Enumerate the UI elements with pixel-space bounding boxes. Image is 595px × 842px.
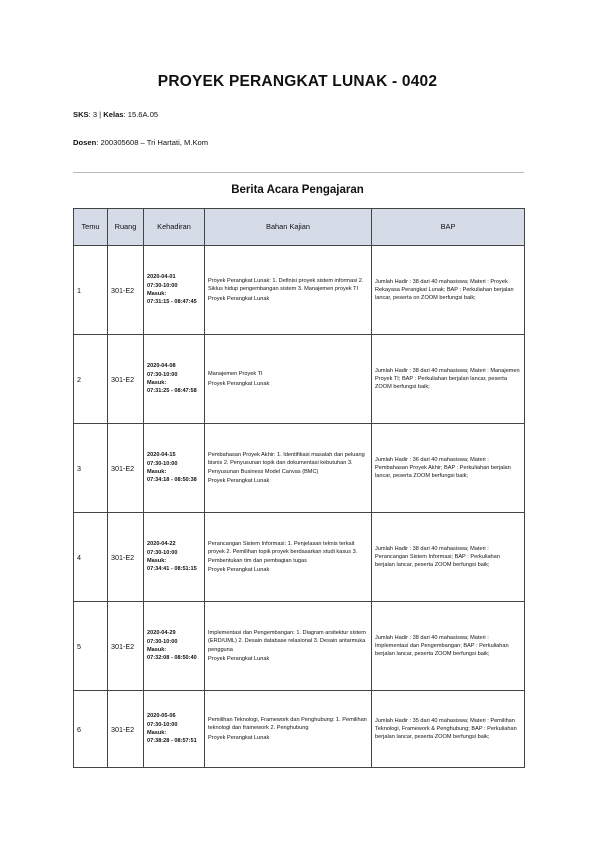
temu-cell: 3 xyxy=(74,424,108,513)
jam: 07:30-10:00 xyxy=(147,549,178,556)
bahan-course: Proyek Perangkat Lunak xyxy=(208,734,270,741)
tanggal: 2020-04-08 xyxy=(147,363,176,370)
masuk-time: 07:32:08 - 08:50:40 xyxy=(147,655,197,662)
sks-label: SKS xyxy=(73,110,89,119)
table-row xyxy=(74,335,525,424)
masuk-label: Masuk: xyxy=(147,469,167,475)
teaching-report-table xyxy=(73,208,525,768)
tanggal: 2020-04-15 xyxy=(147,452,176,459)
bahan-kajian-cell xyxy=(205,424,372,513)
masuk-label: Masuk: xyxy=(147,380,167,386)
column-header-bap: BAP xyxy=(372,209,525,246)
temu-cell: 2 xyxy=(74,335,108,424)
temu-cell: 1 xyxy=(74,246,108,335)
kelas-value: : 15.6A.05 xyxy=(123,110,159,119)
tanggal: 2020-05-06 xyxy=(147,713,176,720)
bahan-text: Implementasi dan Pengembangan: 1. Diagram arsitektur sistem (ERD/UML) 2. Desain database relasional 3. Desain antarmuka pengguna xyxy=(208,629,366,653)
jam: 07:30-10:00 xyxy=(147,460,178,467)
bahan-kajian-cell xyxy=(205,335,372,424)
masuk-time: 07:31:25 - 08:47:58 xyxy=(147,388,197,395)
bap-text: Jumlah Hadir : 35 dari 40 mahasiswa; Materi : Pemilihan Teknologi, Framework & Penghubung; BAP : Perkuliahan berjalan lancar, peserta ZOOM berfungsi baik; xyxy=(375,717,517,741)
dosen-value: : 200305608 – Tri Hartati, M.Kom xyxy=(96,138,209,147)
masuk-time: 07:34:18 - 08:50:38 xyxy=(147,477,197,484)
bahan-kajian-cell xyxy=(205,513,372,602)
bap-text: Jumlah Hadir : 36 dari 40 mahasiswa; Materi : Pembahasan Proyek Akhir; BAP : Perkuliahan berjalan lancar, peserta ZOOM berfungsi baik; xyxy=(375,456,511,480)
bap-text: Jumlah Hadir : 38 dari 40 mahasiswa; Materi : Manajemen Proyek TI; BAP : Perkuliahan berjalan lancar, peserta ZOOM berfungsi baik; xyxy=(375,367,520,391)
masuk-label: Masuk: xyxy=(147,291,167,297)
table-row xyxy=(74,513,525,602)
masuk-time: 07:38:28 - 08:57:51 xyxy=(147,738,197,745)
table-row xyxy=(74,246,525,335)
bahan-text: Perancangan Sistem Informasi: 1. Penjelasan teknis terkait proyek 2. Pemilihan topik proyek berdasarkan studi kasus 3. Pembentukan tim dan pembagian tugas xyxy=(208,540,358,564)
bahan-text: Pembahasan Proyek Akhir: 1. Identifikasi masalah dan peluang bisnis 2. Penyusunan topik dan dokumentasi kebutuhan 3. Penyusunan Business Model Canvas (BMC) xyxy=(208,451,365,475)
kehadiran-cell xyxy=(144,513,205,602)
jam: 07:30-10:00 xyxy=(147,371,178,378)
column-header-ruang: Ruang xyxy=(108,209,144,246)
bap-text: Jumlah Hadir : 38 dari 40 mahasiswa; Materi : Perancangan Sistem Informasi; BAP : Perkuliahan berjalan lancar, peserta ZOOM berfungsi baik; xyxy=(375,545,500,569)
ruang-cell: 301-E2 xyxy=(108,513,144,602)
dosen-label: Dosen xyxy=(73,138,97,147)
bap-cell xyxy=(372,424,525,513)
course-info xyxy=(73,110,158,119)
section-title: Berita Acara Pengajaran xyxy=(231,184,364,196)
table-header-row xyxy=(74,209,525,246)
kehadiran-cell xyxy=(144,602,205,691)
table-row xyxy=(74,424,525,513)
bap-cell xyxy=(372,246,525,335)
bahan-text: Manajemen Proyek TI xyxy=(208,371,263,378)
table-row xyxy=(74,691,525,768)
column-header-bahan-kajian: Bahan Kajian xyxy=(205,209,372,246)
jam: 07:30-10:00 xyxy=(147,638,178,645)
bahan-text: Pemilihan Teknologi, Framework dan Penghubung: 1. Pemilihan teknologi dan framework 2. Penghubung xyxy=(208,717,367,732)
column-header-kehadiran: Kehadiran xyxy=(144,209,205,246)
masuk-time: 07:34:41 - 08:51:15 xyxy=(147,566,197,573)
bahan-course: Proyek Perangkat Lunak xyxy=(208,655,270,662)
ruang-cell: 301-E2 xyxy=(108,424,144,513)
bahan-text: Proyek Perangkat Lunak: 1. Definisi proyek sistem informasi 2. Siklus hidup pengembangan sistem 3. Manajemen proyek TI xyxy=(208,278,364,293)
page-title: PROYEK PERANGKAT LUNAK - 0402 xyxy=(157,73,438,90)
masuk-label: Masuk: xyxy=(147,558,167,564)
ruang-cell: 301-E2 xyxy=(108,691,144,768)
ruang-cell: 301-E2 xyxy=(108,602,144,691)
bahan-course: Proyek Perangkat Lunak xyxy=(208,380,270,387)
bahan-kajian-cell xyxy=(205,246,372,335)
kehadiran-cell xyxy=(144,335,205,424)
kelas-label: Kelas xyxy=(103,110,124,119)
tanggal: 2020-04-01 xyxy=(147,274,176,281)
masuk-label: Masuk: xyxy=(147,647,167,653)
temu-cell: 5 xyxy=(74,602,108,691)
temu-cell: 6 xyxy=(74,691,108,768)
tanggal: 2020-04-22 xyxy=(147,541,176,548)
column-header-temu: Temu xyxy=(74,209,108,246)
kehadiran-cell xyxy=(144,424,205,513)
bap-cell xyxy=(372,602,525,691)
masuk-time: 07:31:15 - 08:47:45 xyxy=(147,299,197,306)
sks-value: : 3 | xyxy=(88,110,104,119)
table-row xyxy=(74,602,525,691)
kehadiran-cell xyxy=(144,246,205,335)
bap-text: Jumlah Hadir : 38 dari 40 mahasiswa; Materi : Proyek Rekayasa Perangkat Lunak; BAP : Perkuliahan berjalan lancar, peserta on ZOOM berfungsi baik; xyxy=(375,278,514,302)
masuk-label: Masuk: xyxy=(147,730,167,736)
bap-cell xyxy=(372,513,525,602)
bap-cell xyxy=(372,335,525,424)
bahan-course: Proyek Perangkat Lunak xyxy=(208,566,270,573)
bahan-kajian-cell xyxy=(205,602,372,691)
bap-cell xyxy=(372,691,525,768)
ruang-cell: 301-E2 xyxy=(108,335,144,424)
bahan-course: Proyek Perangkat Lunak xyxy=(208,295,270,302)
divider xyxy=(73,172,524,173)
bahan-course: Proyek Perangkat Lunak xyxy=(208,477,270,484)
bahan-kajian-cell xyxy=(205,691,372,768)
ruang-cell: 301-E2 xyxy=(108,246,144,335)
lecturer-info xyxy=(73,138,208,147)
temu-cell: 4 xyxy=(74,513,108,602)
tanggal: 2020-04-29 xyxy=(147,630,176,637)
bap-text: Jumlah Hadir : 38 dari 40 mahasiswa; Materi : Implementasi dan Pengembangan; BAP : Perkuliahan berjalan lancar, peserta ZOOM berfungsi baik; xyxy=(375,634,509,658)
jam: 07:30-10:00 xyxy=(147,721,178,728)
kehadiran-cell xyxy=(144,691,205,768)
jam: 07:30-10:00 xyxy=(147,282,178,289)
